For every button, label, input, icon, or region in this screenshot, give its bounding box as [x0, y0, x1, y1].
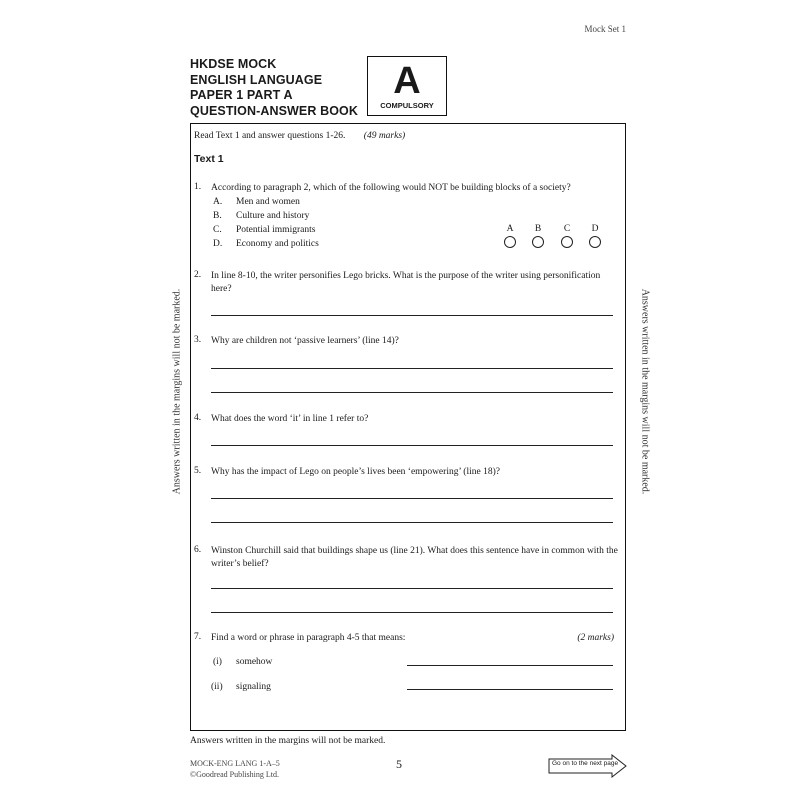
answer-line[interactable]: [407, 665, 613, 666]
question-text: What does the word ‘it’ in line 1 refer to?: [211, 414, 369, 424]
option-letter: A.: [213, 197, 223, 207]
next-page-indicator: [548, 754, 628, 783]
choice-label-d: D: [591, 224, 599, 234]
option-letter: C.: [213, 225, 222, 235]
answer-line[interactable]: [211, 498, 613, 499]
question-number: 7.: [194, 632, 202, 642]
instructions-marks: (49 marks): [363, 131, 406, 141]
part-text: somehow: [236, 657, 273, 667]
question-text: According to paragraph 2, which of the following would NOT be building blocks of a society?: [211, 183, 571, 193]
option-text: Men and women: [236, 197, 300, 207]
choice-label-a: A: [506, 224, 514, 234]
right-margin-note: Answers written in the margins will not be marked.: [639, 288, 651, 495]
question-text: Winston Churchill said that buildings shape us (line 21). What does this sentence have in common with the writer’s belief?: [211, 546, 618, 569]
publisher: ©Goodread Publishing Ltd.: [190, 770, 279, 779]
answer-line[interactable]: [211, 445, 613, 446]
instructions-text: Read Text 1 and answer questions 1-26.: [194, 131, 346, 141]
question-text: Why has the impact of Lego on people’s lives been ‘empowering’ (line 18)?: [211, 467, 500, 477]
question-number: 1.: [194, 182, 202, 192]
answer-bubble-b[interactable]: [532, 236, 544, 248]
title-line: HKDSE MOCK: [190, 57, 277, 71]
part-label: (ii): [211, 682, 223, 692]
question-number: 4.: [194, 413, 202, 423]
answer-line[interactable]: [211, 522, 613, 523]
answer-line[interactable]: [211, 315, 613, 316]
option-text: Economy and politics: [236, 239, 319, 249]
choice-label-c: C: [563, 224, 571, 234]
section-label: COMPULSORY: [380, 101, 434, 110]
text-heading: Text 1: [194, 153, 224, 165]
question-text: Find a word or phrase in paragraph 4-5 that means:: [211, 633, 406, 643]
question-text: Why are children not ‘passive learners’ (line 14)?: [211, 336, 399, 346]
bottom-margin-note: Answers written in the margins will not be marked.: [190, 736, 386, 746]
option-letter: B.: [213, 211, 222, 221]
page-number: 5: [396, 757, 402, 771]
answer-bubble-a[interactable]: [504, 236, 516, 248]
choice-label-b: B: [534, 224, 542, 234]
question-number: 6.: [194, 545, 202, 555]
question-number: 3.: [194, 335, 202, 345]
answer-bubble-c[interactable]: [561, 236, 573, 248]
title-line: QUESTION-ANSWER BOOK: [190, 103, 358, 118]
question-number: 5.: [194, 466, 202, 476]
option-text: Potential immigrants: [236, 225, 316, 235]
question-number: 2.: [194, 270, 202, 280]
paper-title: [190, 57, 358, 119]
option-text: Culture and history: [236, 211, 310, 221]
title-line: PAPER 1 PART A: [190, 88, 293, 102]
title-line: ENGLISH LANGUAGE: [190, 72, 323, 87]
answer-bubble-d[interactable]: [589, 236, 601, 248]
answer-line[interactable]: [407, 689, 613, 690]
section-letter: A: [393, 60, 421, 102]
answer-line[interactable]: [211, 368, 613, 369]
next-page-label: Go on to the next page: [552, 760, 619, 767]
question-marks: (2 marks): [577, 633, 614, 643]
question-text: In line 8-10, the writer personifies Lego bricks. What is the purpose of the writer using personification here?: [211, 271, 601, 294]
answer-line[interactable]: [211, 588, 613, 589]
set-label: Mock Set 1: [584, 24, 626, 34]
part-text: signaling: [236, 682, 271, 692]
option-letter: D.: [213, 239, 223, 249]
instructions: [194, 130, 405, 143]
left-margin-note: Answers written in the margins will not be marked.: [171, 288, 183, 495]
answer-line[interactable]: [211, 392, 613, 393]
paper-code: MOCK-ENG LANG 1-A–5: [190, 759, 280, 768]
part-label: (i): [213, 657, 222, 667]
section-box: [367, 56, 447, 116]
answer-line[interactable]: [211, 612, 613, 613]
